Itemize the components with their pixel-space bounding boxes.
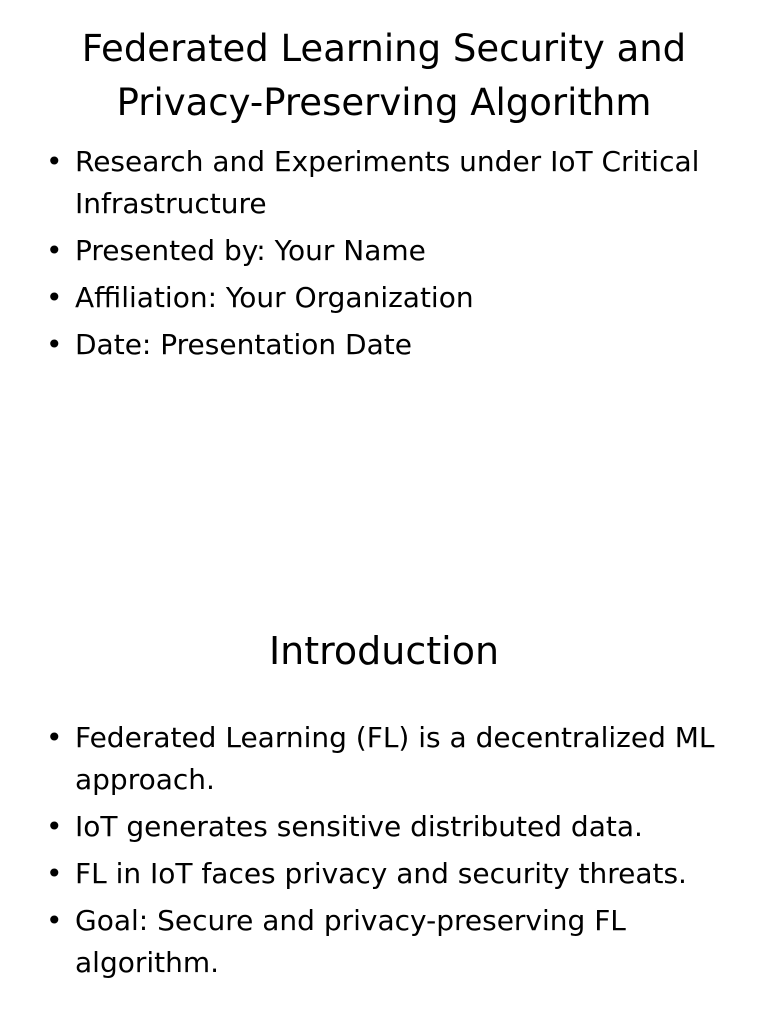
bullet-text: Goal: Secure and privacy-preserving FL algorithm. (75, 904, 626, 979)
bullet-dot-icon: • (46, 281, 63, 314)
bullet-text: Research and Experiments under IoT Critical Infrastructure (75, 145, 700, 220)
slide-introduction-heading: Introduction (268, 629, 500, 673)
bullet-item (46, 230, 726, 272)
bullet-item (46, 806, 726, 848)
slide-bullet-list (46, 717, 726, 989)
bullet-text: Federated Learning (FL) is a decentralized ML approach. (75, 721, 715, 796)
slide-introduction (0, 512, 768, 1024)
bullet-dot-icon: • (46, 145, 63, 178)
bullet-dot-icon: • (46, 810, 63, 843)
bullet-item (46, 717, 726, 801)
bullet-dot-icon: • (46, 904, 63, 937)
bullet-text: FL in IoT faces privacy and security threats. (75, 857, 687, 890)
bullet-dot-icon: • (46, 857, 63, 890)
slide-bullet-list (46, 141, 726, 371)
bullet-item (46, 141, 726, 225)
slide-title-heading: Federated Learning Security and Privacy-Preserving Algorithm (81, 27, 687, 124)
bullet-dot-icon: • (46, 328, 63, 361)
bullet-item (46, 900, 726, 984)
bullet-dot-icon: • (46, 234, 63, 267)
bullet-item (46, 324, 726, 366)
bullet-item (46, 853, 726, 895)
bullet-text: IoT generates sensitive distributed data. (75, 810, 643, 843)
bullet-text: Affiliation: Your Organization (75, 281, 474, 314)
bullet-item (46, 277, 726, 319)
bullet-dot-icon: • (46, 721, 63, 754)
bullet-text: Date: Presentation Date (75, 328, 412, 361)
bullet-text: Presented by: Your Name (75, 234, 426, 267)
